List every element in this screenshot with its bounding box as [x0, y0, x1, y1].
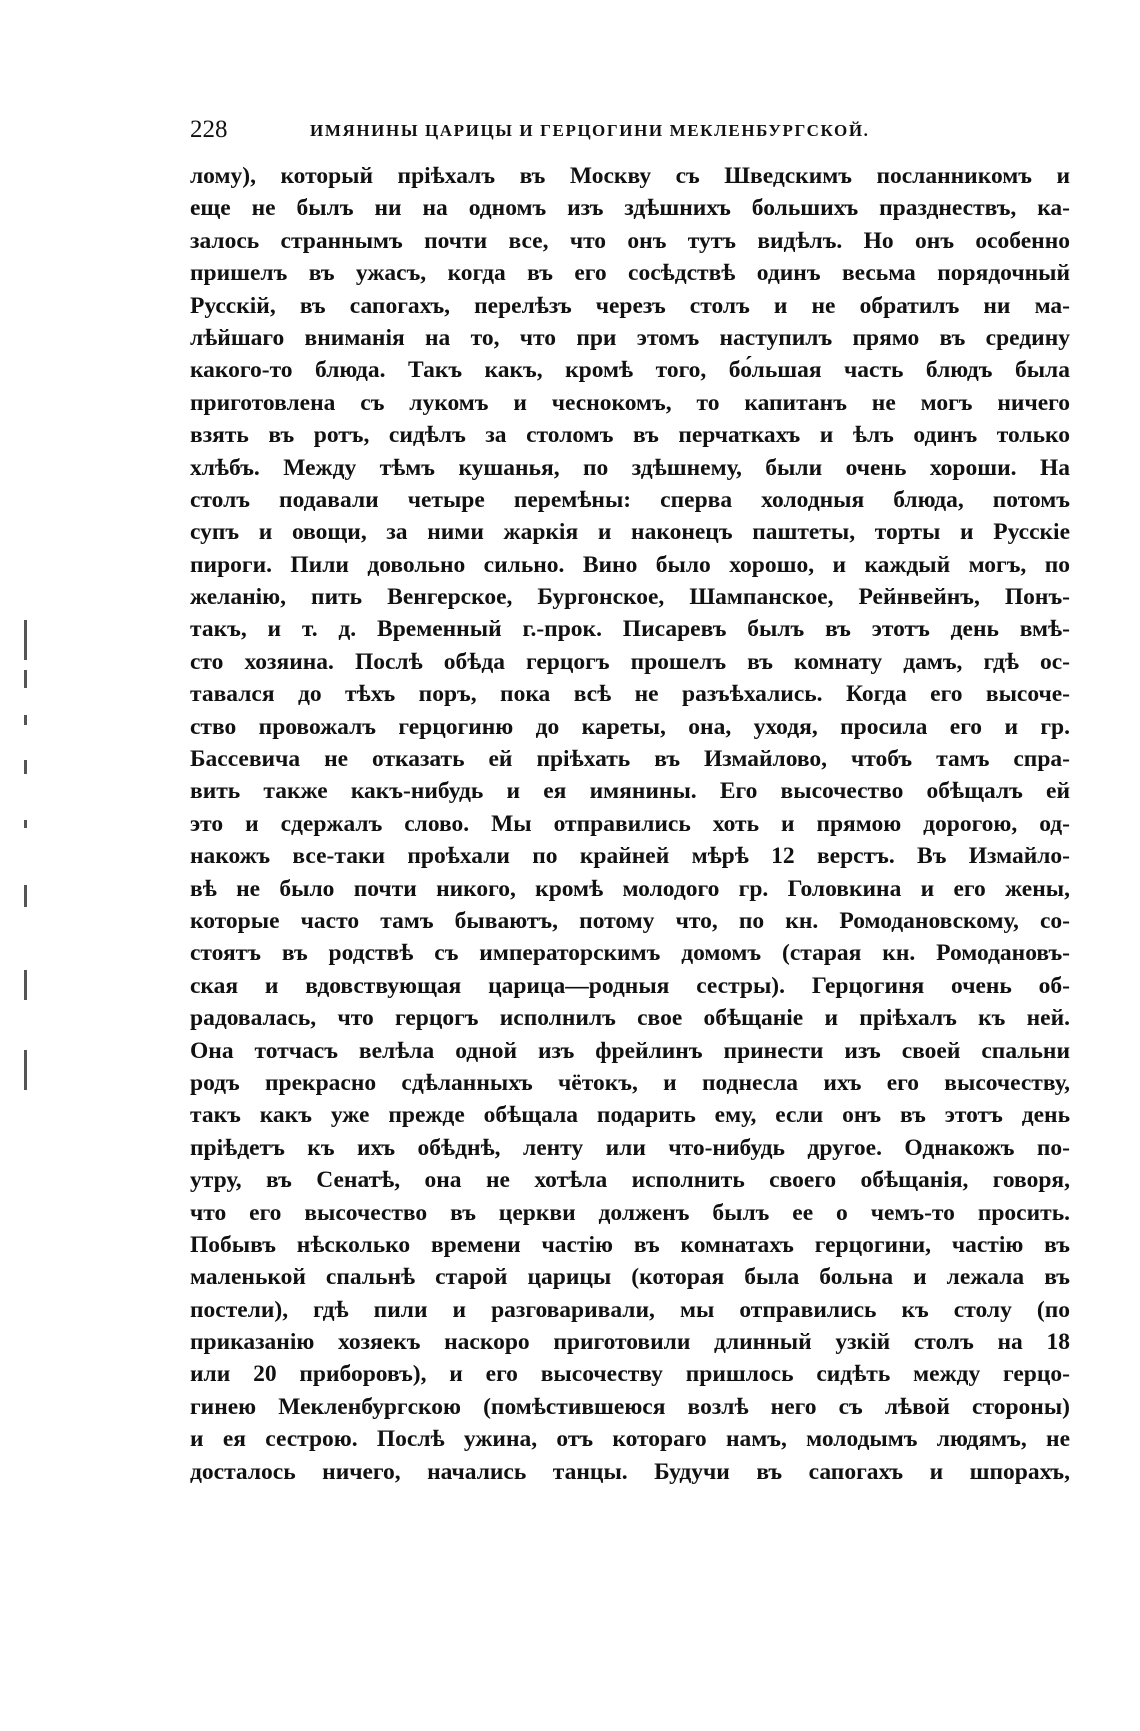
body-text: [190, 160, 1070, 1488]
text-line: стоятъ въ родствѣ съ императорскимъ домомъ (старая кн. Ромодановъ-: [190, 940, 1070, 967]
text-line: Русскій, въ сапогахъ, перелѣзъ черезъ столъ и не обратилъ ни ма-: [190, 292, 1070, 319]
text-line: лѣйшаго вниманія на то, что при этомъ наступилъ прямо въ средину: [190, 324, 1070, 351]
text-line: и ея сестрою. Послѣ ужина, отъ котораго намъ, молодымъ людямъ, не: [190, 1426, 1070, 1453]
text-line: что его высочество въ церкви долженъ былъ ее о чемъ-то просить.: [190, 1199, 1070, 1226]
text-line: хлѣбъ. Между тѣмъ кушанья, по здѣшнему, были очень хороши. На: [190, 454, 1070, 481]
text-line: Она тотчасъ велѣла одной изъ фрейлинъ принести изъ своей спальни: [190, 1037, 1070, 1064]
text-line: лому), который пріѣхалъ въ Москву съ Шведскимъ посланникомъ и: [190, 163, 1070, 189]
text-line: Побывъ нѣсколько времени частію въ комнатахъ герцогини, частію въ: [190, 1231, 1070, 1258]
text-line: тавался до тѣхъ поръ, пока всѣ не разъѣхались. Когда его высоче-: [190, 681, 1070, 708]
text-line: утру, въ Сенатѣ, она не хотѣла исполнить своего обѣщанія, говоря,: [190, 1167, 1070, 1194]
text-line: вить также какъ-нибудь и ея имянины. Его высочество обѣщалъ ей: [190, 778, 1070, 805]
text-line: ская и вдовствующая царица—родныя сестры). Герцогиня очень об-: [190, 972, 1070, 999]
text-line: ство провожалъ герцогиню до кареты, она, уходя, просила его и гр.: [190, 713, 1070, 740]
text-line: приготовлена съ лукомъ и чеснокомъ, то капитанъ не могъ ничего: [190, 389, 1070, 416]
text-line: это и сдержалъ слово. Мы отправились хоть и прямою дорогою, од-: [190, 810, 1070, 837]
text-line: вѣ не было почти никого, кромѣ молодого гр. Головкина и его жены,: [190, 875, 1070, 902]
text-line: такъ, и т. д. Временный г.-прок. Писаревъ былъ въ этотъ день вмѣ-: [190, 616, 1070, 643]
text-line: пріѣдетъ къ ихъ обѣднѣ, ленту или что-нибудь другое. Однакожъ по-: [190, 1134, 1070, 1161]
text-line: Бассевича не отказать ей пріѣхать въ Измайлово, чтобъ тамъ спра-: [190, 746, 1070, 773]
text-line: пришелъ въ ужасъ, когда въ его сосѣдствѣ одинъ весьма порядочный: [190, 260, 1070, 287]
text-line: досталось ничего, начались танцы. Будучи въ сапогахъ и шпорахъ,: [190, 1458, 1070, 1485]
text-line: такъ какъ уже прежде обѣщала подарить ему, если онъ въ этотъ день: [190, 1102, 1070, 1129]
text-line: постели), гдѣ пили и разговаривали, мы отправились къ столу (по: [190, 1296, 1070, 1323]
text-line: сто хозяина. Послѣ обѣда герцогъ прошелъ въ комнату дамъ, гдѣ ос-: [190, 648, 1070, 675]
text-line: еще не былъ ни на одномъ изъ здѣшнихъ большихъ празднествъ, ка-: [190, 195, 1070, 222]
text-line: столъ подавали четыре перемѣны: сперва холодныя блюда, потомъ: [190, 486, 1070, 513]
scan-margin-artifacts: [24, 620, 44, 1140]
page-header: [190, 112, 1070, 152]
text-line: гинею Мекленбургскою (помѣстившеюся возлѣ него съ лѣвой стороны): [190, 1393, 1070, 1420]
text-line: какого-то блюда. Такъ какъ, кромѣ того, бо́льшая часть блюдъ была: [190, 357, 1070, 384]
text-line: желанію, пить Венгерское, Бургонское, Шампанское, Рейнвейнъ, Понъ-: [190, 584, 1070, 611]
text-line: маленькой спальнѣ старой царицы (которая была больна и лежала въ: [190, 1264, 1070, 1291]
text-line: накожъ все-таки проѣхали по крайней мѣрѣ 12 верстъ. Въ Измайло-: [190, 843, 1070, 870]
text-line: взять въ ротъ, сидѣлъ за столомъ въ перчаткахъ и ѣлъ одинъ только: [190, 422, 1070, 449]
text-line: пироги. Пили довольно сильно. Вино было хорошо, и каждый могъ, по: [190, 551, 1070, 578]
text-line: супъ и овощи, за ними жаркія и наконецъ паштеты, торты и Русскіе: [190, 519, 1070, 546]
page-number: 228: [190, 116, 228, 143]
text-line: родъ прекрасно сдѣланныхъ чётокъ, и поднесла ихъ его высочеству,: [190, 1069, 1070, 1096]
text-line: радовалась, что герцогъ исполнилъ свое обѣщаніе и пріѣхалъ къ ней.: [190, 1005, 1070, 1032]
text-line: или 20 приборовъ), и его высочеству пришлось сидѣть между герцо-: [190, 1361, 1070, 1388]
text-line: залось страннымъ почти все, что онъ тутъ видѣлъ. Но онъ особенно: [190, 227, 1070, 254]
text-line: которые часто тамъ бываютъ, потому что, по кн. Ромодановскому, со-: [190, 907, 1070, 934]
running-title: ИМЯНИНЫ ЦАРИЦЫ И ГЕРЦОГИНИ МЕКЛЕНБУРГСКОЙ.: [310, 121, 870, 140]
text-line: приказанію хозяекъ наскоро приготовили длинный узкій столъ на 18: [190, 1329, 1070, 1356]
